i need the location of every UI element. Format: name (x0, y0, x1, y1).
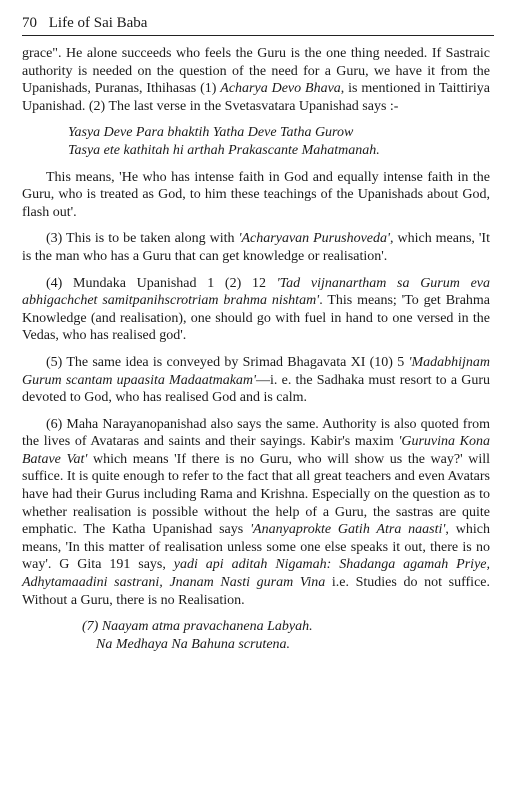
verse-1-line-2: Tasya ete kathitah hi arthah Prakascante Mahatmanah. (68, 142, 380, 158)
paragraph-5 (22, 354, 490, 407)
paragraph-5-text-a: (5) The same idea is conveyed by Srimad Bhagavata XI (10) 5 (46, 354, 409, 370)
paragraph-6-italic-b: 'Guruvina Kona Batave Vat' (22, 434, 490, 467)
paragraph-1-text-c: , is mentioned in Taittiriya Upanishad. (2) The last verse in the Svetasvatara Upanishad says :- (22, 81, 490, 114)
page-header (22, 14, 494, 36)
paragraph-1 (22, 45, 490, 115)
verse-block-2 (22, 618, 490, 653)
paragraph-6-italic-f: yadi api aditah Nigamah: Shadanga agamah Priye, Adhytamaadini sastrani, Jnanam Nasti guram Vina (22, 557, 491, 591)
paragraph-3-italic: 'Acharyavan Purushoveda' (238, 231, 390, 247)
paragraph-3-text-a: (3) This is to be taken along with (46, 231, 239, 247)
paragraph-6 (22, 416, 490, 610)
paragraph-4-text-a: (4) Mundaka Upanishad 1 (2) 12 (46, 275, 277, 291)
paragraph-3-text-c: , which means, 'It is the man who has a Guru that can get knowledge or realisation'. (22, 231, 490, 264)
paragraph-2: This means, 'He who has intense faith in God and equally intense faith in the Guru, who is treated as God, to him these teachings of the Upanishads about God, flash out'. (22, 169, 490, 220)
paragraph-4 (22, 275, 490, 345)
page-body (22, 45, 490, 653)
verse-block-1 (22, 124, 490, 159)
paragraph-1-italic: Acharya Devo Bhava (220, 81, 341, 97)
paragraph-5-text-c: —i. e. the Sadhaka must resort to a Guru devoted to God, who has realised God and is calm. (22, 372, 490, 406)
paragraph-6-italic-d: 'Ananyaprokte Gatih Atra naasti' (250, 522, 446, 538)
paragraph-3 (22, 230, 490, 265)
paragraph-1-text-a: grace". He alone succeeds who feels the Guru is the one thing needed. If Sastraic authority is needed on the question of the need for a Guru, we have it from the Upanishads, Puranas, Ithihasas (1) (22, 46, 490, 97)
paragraph-5-italic: 'Madabhijnam Gurum scantam upaasita Madaatmakam' (22, 354, 490, 388)
paragraph-6-text-e: , which means, 'In this matter of realisation unless some one else speaks it out, there is no way'. G Gita 191 says, (22, 522, 490, 573)
paragraph-4-text-c: . This means; 'To get Brahma Knowledge (and realisation), one should go with fuel in hand to one versed in the Vedas, who has realised god'. (22, 293, 491, 344)
verse-2-line-1: (7) Naayam atma pravachanena Labyah. (82, 619, 313, 635)
verse-1-line-1: Yasya Deve Para bhaktih Yatha Deve Tatha Gurow (68, 125, 354, 141)
page-number: 70 (22, 15, 37, 31)
paragraph-6-text-a: (6) Maha Narayanopanishad also says the same. Authority is also quoted from the lives of Avataras and saints and their sayings. Kabir's maxim (22, 416, 490, 450)
paragraph-6-text-g: i.e. Studies do not suffice. Without a Guru, there is no Realisation. (22, 575, 490, 608)
paragraph-4-italic: 'Tad vijnanartham sa Gurum eva abhigachchet samitpanihscrotriam brahma nishtam' (22, 275, 490, 309)
paragraph-6-text-c: which means 'If there is no Guru, who will show us the way?' will suffice. It is quite enough to refer to the fact that all great teachers and even Avatars have had their Gurus including Rama and Krishna. Especially on the question as to whether realisation is possible without the help of a Guru, the sastras are quite emphatic. The Katha Upanishad says (22, 451, 490, 538)
verse-2-line-2: Na Medhaya Na Bahuna scrutena. (96, 636, 291, 652)
running-title: Life of Sai Baba (48, 15, 148, 31)
